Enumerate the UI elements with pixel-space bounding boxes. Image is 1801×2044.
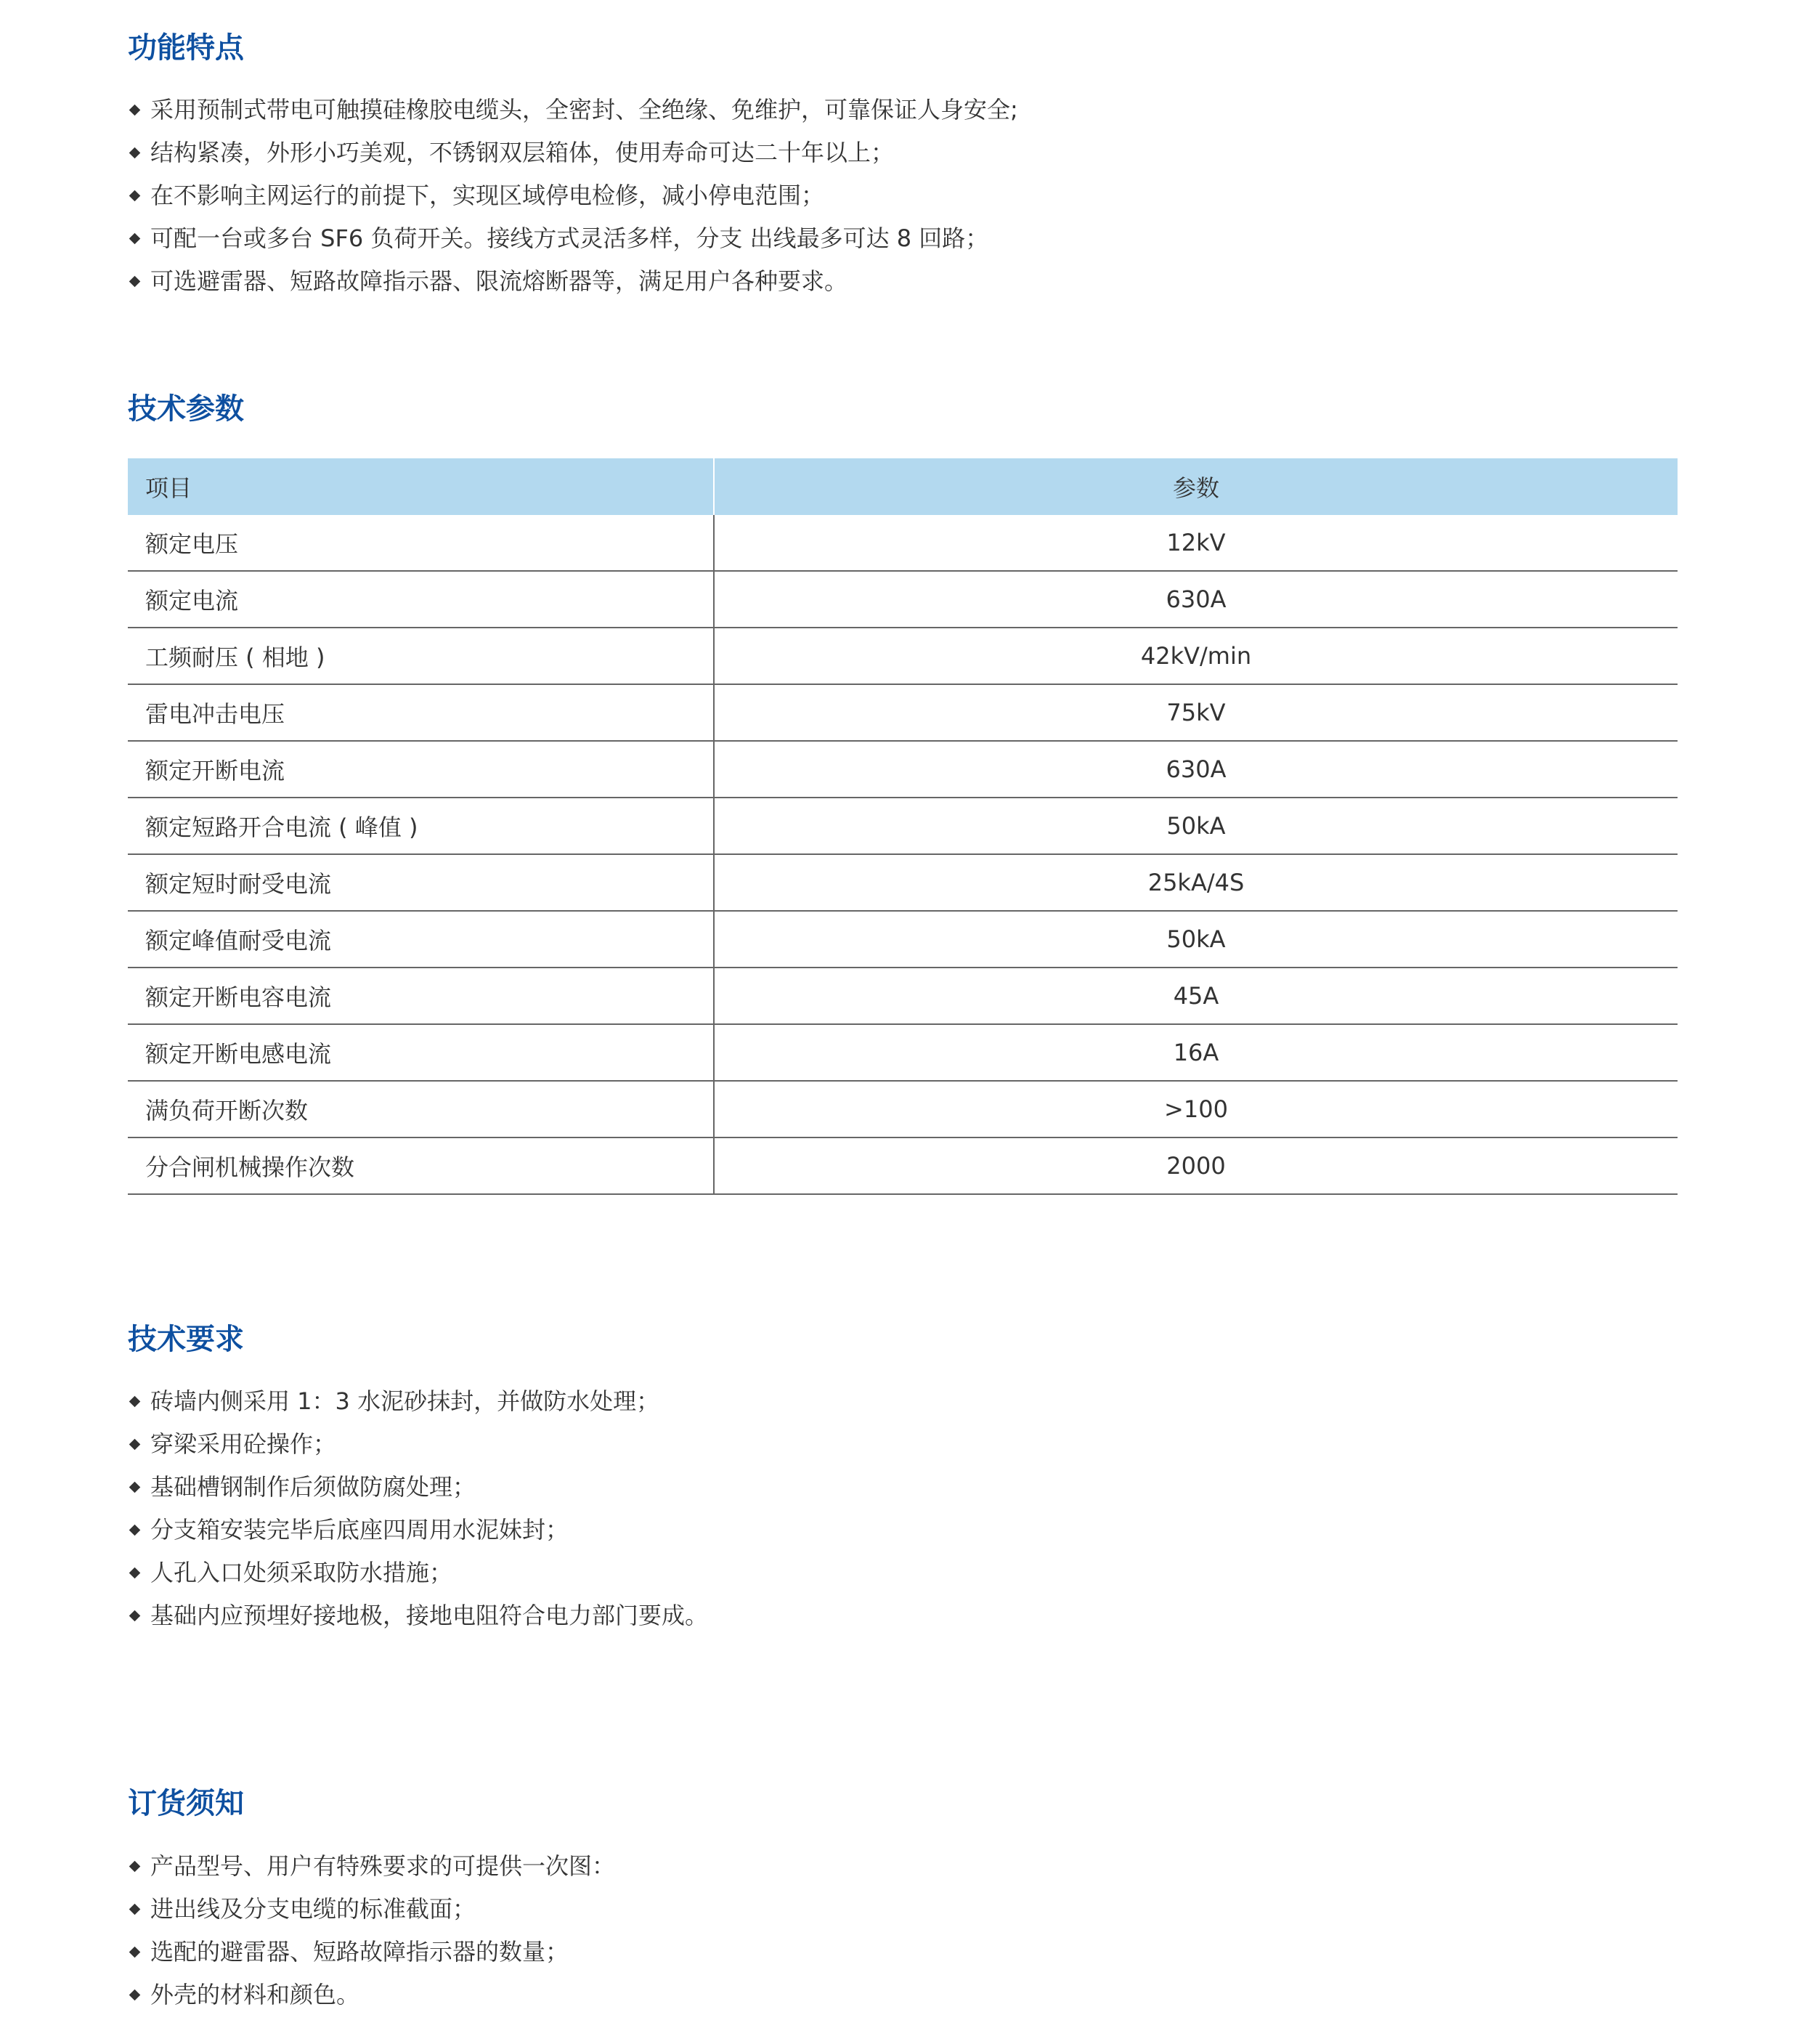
row-item: 额定开断电流	[128, 741, 714, 798]
table-row	[128, 968, 1678, 1024]
list-item: 结构紧凑，外形小巧美观，不锈钢双层箱体，使用寿命可达二十年以上；	[128, 131, 1018, 174]
table-row	[128, 628, 1678, 684]
diamond-bullet-icon	[129, 1861, 141, 1873]
table-row	[128, 515, 1678, 571]
table-row	[128, 798, 1678, 854]
row-item: 额定开断电感电流	[128, 1024, 714, 1081]
list-item: 基础槽钢制作后须做防腐处理；	[128, 1466, 708, 1509]
list-item: 采用预制式带电可触摸硅橡胶电缆头，全密封、全绝缘、免维护，可靠保证人身安全;	[128, 89, 1018, 131]
diamond-bullet-icon	[129, 1525, 141, 1536]
row-value: 42kV/min	[714, 628, 1678, 684]
row-value: 75kV	[714, 684, 1678, 741]
params-table	[128, 458, 1678, 1195]
diamond-bullet-icon	[129, 1482, 141, 1493]
row-value: 630A	[714, 571, 1678, 628]
table-row	[128, 1137, 1678, 1194]
table-row	[128, 684, 1678, 741]
row-value: 2000	[714, 1137, 1678, 1194]
row-value: 45A	[714, 968, 1678, 1024]
row-item: 工频耐压 ( 相地 )	[128, 628, 714, 684]
table-row	[128, 1081, 1678, 1137]
list-item: 基础内应预埋好接地极，接地电阻符合电力部门要成。	[128, 1594, 708, 1637]
diamond-bullet-icon	[129, 105, 141, 116]
diamond-bullet-icon	[129, 233, 141, 245]
row-item: 额定电压	[128, 515, 714, 571]
diamond-bullet-icon	[129, 1568, 141, 1579]
ordering-list	[128, 1845, 615, 2016]
diamond-bullet-icon	[129, 1904, 141, 1915]
header-item: 项目	[128, 458, 714, 515]
table-row	[128, 571, 1678, 628]
row-item: 雷电冲击电压	[128, 684, 714, 741]
table-header-row	[128, 458, 1678, 515]
row-item: 额定短路开合电流 ( 峰值 )	[128, 798, 714, 854]
list-item: 分支箱安装完毕后底座四周用水泥妹封；	[128, 1509, 708, 1552]
list-item: 进出线及分支电缆的标准截面；	[128, 1888, 615, 1931]
row-item: 额定开断电容电流	[128, 968, 714, 1024]
diamond-bullet-icon	[129, 147, 141, 159]
diamond-bullet-icon	[129, 276, 141, 288]
list-item: 穿梁采用砼操作；	[128, 1423, 708, 1466]
header-value: 参数	[714, 458, 1678, 515]
table-row	[128, 854, 1678, 911]
table-row	[128, 1024, 1678, 1081]
table-row	[128, 911, 1678, 968]
row-item: 分合闸机械操作次数	[128, 1137, 714, 1194]
diamond-bullet-icon	[129, 1610, 141, 1622]
row-value: 25kA/4S	[714, 854, 1678, 911]
list-item: 可配一台或多台 SF6 负荷开关。接线方式灵活多样，分支 出线最多可达 8 回路；	[128, 217, 1018, 260]
row-value: 630A	[714, 741, 1678, 798]
requirements-title: 技术要求	[128, 1323, 244, 1356]
list-item: 选配的避雷器、短路故障指示器的数量；	[128, 1931, 615, 1974]
ordering-title: 订货须知	[128, 1787, 244, 1820]
list-item: 人孔入口处须采取防水措施；	[128, 1552, 708, 1594]
diamond-bullet-icon	[129, 1439, 141, 1451]
list-item: 外壳的材料和颜色。	[128, 1974, 615, 2016]
table-row	[128, 741, 1678, 798]
row-value: >100	[714, 1081, 1678, 1137]
row-item: 满负荷开断次数	[128, 1081, 714, 1137]
row-item: 额定电流	[128, 571, 714, 628]
row-item: 额定短时耐受电流	[128, 854, 714, 911]
row-item: 额定峰值耐受电流	[128, 911, 714, 968]
row-value: 50kA	[714, 911, 1678, 968]
diamond-bullet-icon	[129, 1990, 141, 2001]
features-list	[128, 89, 1018, 303]
list-item: 砖墙内侧采用 1：3 水泥砂抹封，并做防水处理；	[128, 1380, 708, 1423]
features-title: 功能特点	[128, 31, 244, 65]
diamond-bullet-icon	[129, 1947, 141, 1958]
list-item: 可选避雷器、短路故障指示器、限流熔断器等，满足用户各种要求。	[128, 260, 1018, 303]
row-value: 50kA	[714, 798, 1678, 854]
params-title: 技术参数	[128, 392, 244, 426]
list-item: 产品型号、用户有特殊要求的可提供一次图：	[128, 1845, 615, 1888]
row-value: 16A	[714, 1024, 1678, 1081]
list-item: 在不影响主网运行的前提下，实现区域停电检修，减小停电范围；	[128, 174, 1018, 217]
diamond-bullet-icon	[129, 190, 141, 202]
diamond-bullet-icon	[129, 1396, 141, 1408]
requirements-list	[128, 1380, 708, 1637]
row-value: 12kV	[714, 515, 1678, 571]
